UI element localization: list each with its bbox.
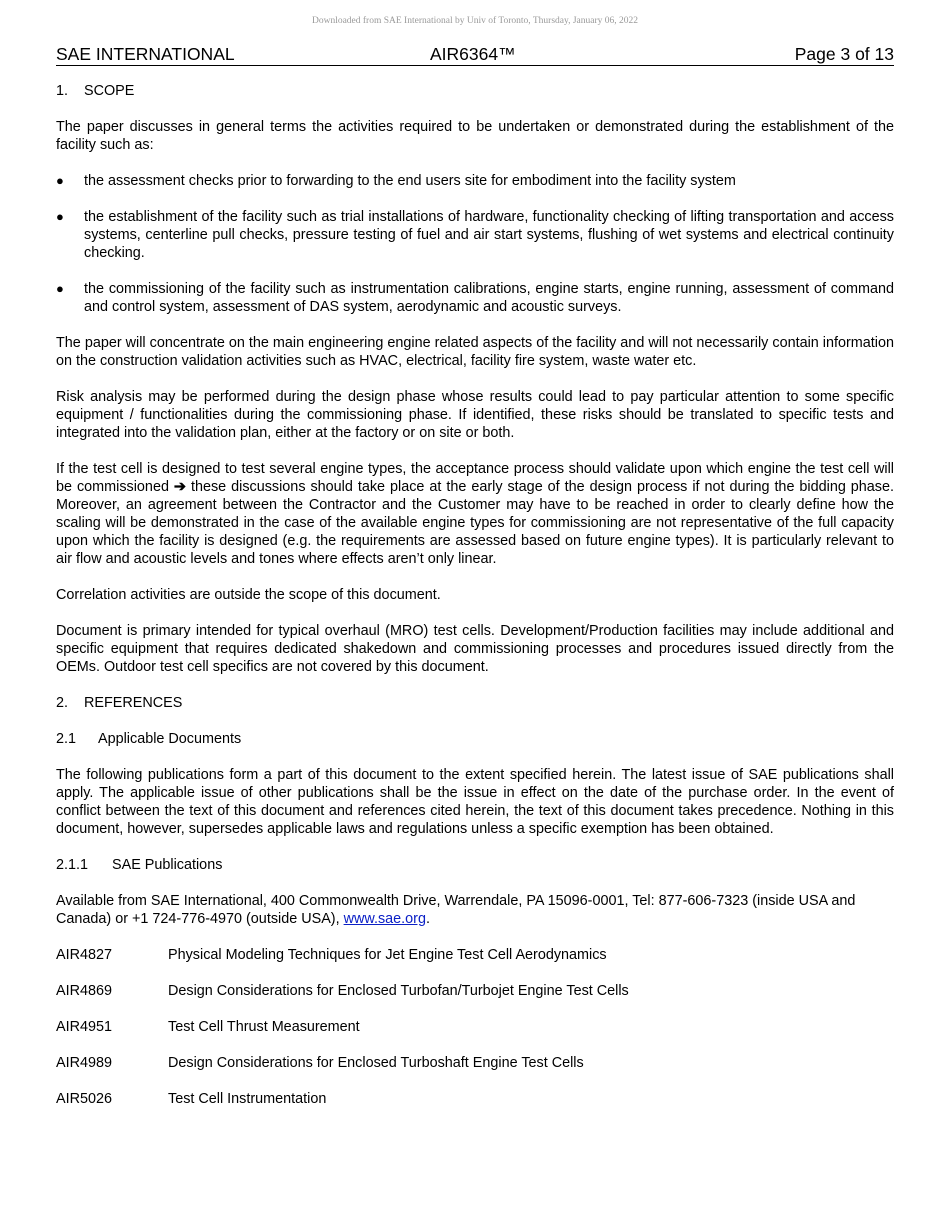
risk-analysis-paragraph: Risk analysis may be performed during the design phase whose results could lead to pay particular attention to some specific equipment / functionalities during the commissioning phase. If identified, these risks should be translated to specific tests and integrated into the validation plan, either at the factory or on site or both.	[56, 389, 894, 441]
header-page-number: Page 3 of 13	[794, 44, 894, 64]
availability-text: Available from SAE International, 400 Commonwealth Drive, Warrendale, PA 15096-0001, Tel: 877-606-7323 (inside USA and Canada) or +1 724-776-4970 (outside USA),	[56, 893, 856, 927]
correlation-paragraph: Correlation activities are outside the scope of this document.	[56, 587, 441, 603]
bullet-item	[56, 208, 894, 262]
sae-availability-paragraph	[56, 892, 894, 928]
reference-code: AIR4827	[56, 947, 113, 963]
multi-engine-paragraph	[56, 460, 894, 568]
reference-row	[56, 946, 894, 964]
subsection-number: 2.1	[56, 731, 77, 747]
reference-code: AIR4869	[56, 983, 113, 999]
applicable-documents-paragraph: The following publications form a part of this document to the extent specified herein. The latest issue of SAE publications shall apply. The applicable issue of other publications shall be the issue in effect on the date of the purchase order. In the event of conflict between the text of this document and references cited herein, the text of this document takes precedence. Nothing in this document, however, supersedes applicable laws and regulations unless a specific exemption has been obtained.	[56, 767, 894, 837]
bullet-text: the commissioning of the facility such as instrumentation calibrations, engine starts, engine running, assessment of command and control system, assessment of DAS system, aerodynamic and acoustic surveys.	[84, 281, 894, 315]
arrow-right-icon: ➔	[173, 479, 186, 495]
download-watermark: Downloaded from SAE International by Univ of Toronto, Thursday, January 06, 2022	[311, 16, 639, 26]
header-document-number: AIR6364™	[430, 44, 516, 64]
subsection-title: Applicable Documents	[98, 731, 242, 747]
scope-bullet-list	[56, 172, 894, 316]
reference-row	[56, 1018, 894, 1036]
bullet-icon: ●	[56, 281, 64, 296]
multi-engine-text-a: If the test cell is designed to test several engine types, the acceptance process should validate upon which engine the test cell will be commissioned	[56, 461, 894, 495]
bullet-item	[56, 172, 894, 190]
reference-row	[56, 1090, 894, 1108]
section-title: REFERENCES	[84, 695, 183, 711]
reference-title: Test Cell Thrust Measurement	[168, 1019, 360, 1035]
mro-paragraph: Document is primary intended for typical overhaul (MRO) test cells. Development/Production facilities may include additional and specific equipment that requires dedicated shakedown and commissioning processes and procedures issued directly from the OEMs. Outdoor test cell specifics are not covered by this document.	[56, 623, 894, 675]
subsection-title: SAE Publications	[112, 857, 223, 873]
reference-title: Design Considerations for Enclosed Turbofan/Turbojet Engine Test Cells	[168, 983, 629, 999]
availability-end: .	[425, 911, 430, 927]
reference-code: AIR4989	[56, 1055, 113, 1071]
reference-title: Design Considerations for Enclosed Turboshaft Engine Test Cells	[168, 1055, 584, 1071]
bullet-item	[56, 280, 894, 316]
sae-website-link[interactable]: www.sae.org	[343, 911, 426, 927]
section-heading-scope	[56, 82, 894, 100]
reference-code: AIR4951	[56, 1019, 113, 1035]
subsection-heading-applicable-documents	[56, 730, 894, 748]
subsection-heading-sae-publications	[56, 856, 894, 874]
page-header	[56, 43, 894, 66]
reference-row	[56, 1054, 894, 1072]
reference-title: Test Cell Instrumentation	[168, 1091, 327, 1107]
subsection-number: 2.1.1	[56, 857, 89, 873]
multi-engine-text-b: these discussions should take place at the early stage of the design process if not during the bidding phase. Moreover, an agreement between the Contractor and the Customer may have to be reached in order to clearly define how the scaling will be demonstrated in the case of the available engine types for commissioning are not representative of the full capacity upon which the facility is designed (e.g. the requirements are assessed based on future engine types). It is particularly relevant to air flow and acoustic levels and tones where effects aren’t only linear.	[56, 479, 894, 567]
reference-code: AIR5026	[56, 1091, 113, 1107]
header-organization: SAE INTERNATIONAL	[56, 44, 235, 64]
section-number: 2.	[56, 695, 69, 711]
bullet-text: the establishment of the facility such as trial installations of hardware, functionality checking of lifting transportation and access systems, centerline pull checks, pressure testing of fuel and air start systems, flushing of wet systems and electrical continuity checking.	[84, 209, 894, 261]
reference-title: Physical Modeling Techniques for Jet Engine Test Cell Aerodynamics	[168, 947, 607, 963]
scope-focus-paragraph: The paper will concentrate on the main engineering engine related aspects of the facility and will not necessarily contain information on the construction validation activities such as HVAC, electrical, facility fire system, waste water etc.	[56, 335, 894, 369]
section-number: 1.	[56, 83, 69, 99]
reference-row	[56, 982, 894, 1000]
section-title: SCOPE	[84, 83, 135, 99]
scope-intro-paragraph: The paper discusses in general terms the activities required to be undertaken or demonstrated during the establishment of the facility such as:	[56, 119, 894, 153]
bullet-text: the assessment checks prior to forwarding to the end users site for embodiment into the facility system	[84, 173, 736, 189]
bullet-icon: ●	[56, 209, 64, 224]
document-body	[56, 82, 894, 1126]
bullet-icon: ●	[56, 173, 64, 188]
section-heading-references	[56, 694, 894, 712]
